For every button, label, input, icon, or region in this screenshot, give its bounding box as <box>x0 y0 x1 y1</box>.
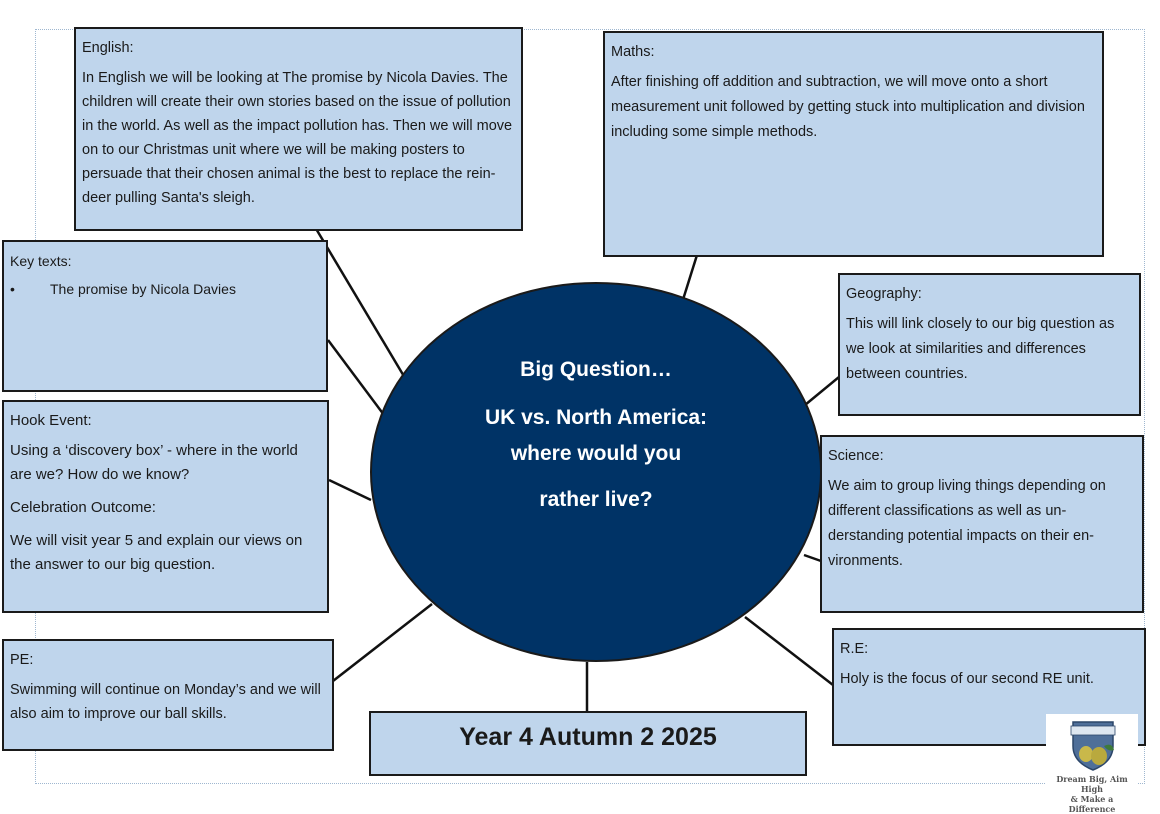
big-question-label: Big Question… <box>520 358 672 381</box>
re-text: Holy is the focus of our second RE unit. <box>840 671 1094 687</box>
big-question-line-3: rather live? <box>539 488 653 511</box>
geography-text: This will link closely to our big question as we look at similarities and differences between countries. <box>846 316 1115 382</box>
english-heading: English: <box>82 40 134 56</box>
school-crest-icon <box>1068 716 1118 772</box>
connector-pe <box>333 604 432 681</box>
re-heading: R.E: <box>840 641 869 657</box>
page-title: Year 4 Autumn 2 2025 <box>459 723 717 751</box>
key-texts-list <box>10 277 320 301</box>
pe-text: Swimming will continue on Monday’s and we will also aim to improve our ball skills. <box>10 682 321 722</box>
hook-text: Using a ‘discovery box’ - where in the world are we? How do we know? <box>10 442 298 483</box>
school-logo <box>1046 714 1138 814</box>
key-texts-box <box>2 240 328 392</box>
title-box <box>369 711 807 776</box>
celebration-heading: Celebration Outcome: <box>10 499 156 516</box>
maths-text: After finishing off addition and subtraction, we will move onto a short measurement unit followed by getting stuck into multiplication and division including some simple methods. <box>611 74 1085 140</box>
science-text: We aim to group living things depending on different classifications as well as understanding potential impacts on their environments. <box>828 478 1106 569</box>
hook-heading: Hook Event: <box>10 412 92 429</box>
english-box <box>74 27 523 231</box>
geography-heading: Geography: <box>846 286 922 302</box>
connector-hook <box>329 480 371 500</box>
key-texts-heading: Key texts: <box>10 253 72 269</box>
connector-science <box>804 555 821 561</box>
big-question-line-2: where would you <box>510 442 682 465</box>
celebration-text: We will visit year 5 and explain our views on the answer to our big question. <box>10 532 303 573</box>
maths-box <box>603 31 1104 257</box>
big-question-line-1: UK vs. North America: <box>484 406 708 429</box>
maths-heading: Maths: <box>611 44 655 60</box>
connector-re <box>745 617 833 685</box>
big-question-circle <box>370 282 822 662</box>
science-heading: Science: <box>828 448 884 464</box>
english-text: In English we will be looking at The promise by Nicola Davies. The children will create their own stories based on the issue of pollution in the world. As well as the impact pollution has. Then we will move on to our Christmas unit where we will be making posters to persuade that their chosen animal is the best to replace the reindeer pulling Santa's sleigh. <box>82 70 513 206</box>
pe-box <box>2 639 334 751</box>
geography-box <box>838 273 1141 416</box>
pe-heading: PE: <box>10 652 34 668</box>
connector-english <box>315 227 405 378</box>
hook-box <box>2 400 329 613</box>
key-texts-item: • The promise by Nicola Davies <box>50 277 320 301</box>
science-box <box>820 435 1144 613</box>
school-motto: Dream Big, Aim High & Make a Difference <box>1056 774 1128 814</box>
